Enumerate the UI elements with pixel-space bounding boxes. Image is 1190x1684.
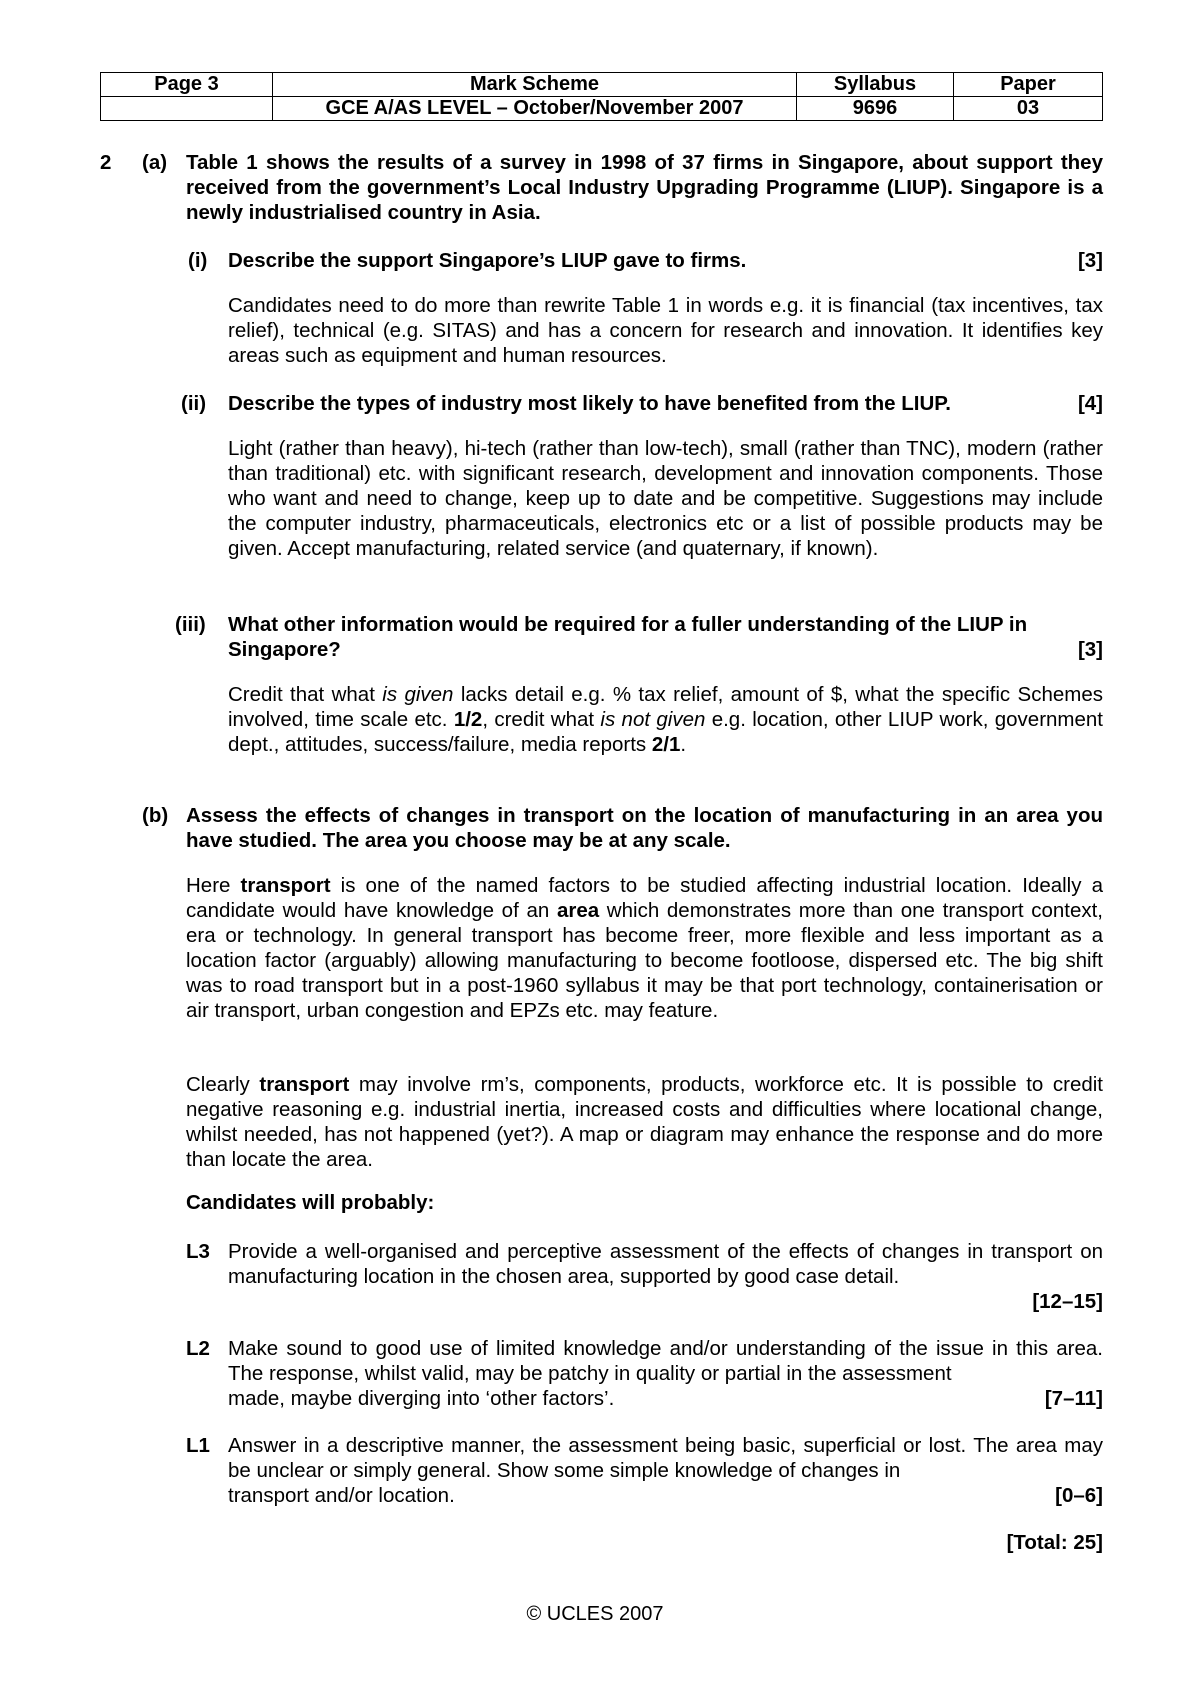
exam-title: GCE A/AS LEVEL – October/November 2007 [273, 97, 797, 121]
paragraph-bold: transport [240, 874, 331, 897]
header-table [100, 72, 1103, 121]
part-b-paragraph-1 [186, 873, 1103, 1023]
subpart-i-marks: [3] [1077, 249, 1103, 272]
mark-scheme-label: Mark Scheme [273, 73, 797, 97]
level-1-label: L1 [186, 1434, 210, 1457]
candidates-heading: Candidates will probably: [186, 1191, 435, 1214]
level-1-text-last: transport and/or location. [228, 1484, 455, 1507]
syllabus-label: Syllabus [797, 73, 954, 97]
subpart-ii-question-row [228, 391, 1103, 416]
syllabus-code: 9696 [797, 97, 954, 121]
subpart-i-question-row [228, 248, 1103, 273]
level-1-marks: [0–6] [1055, 1484, 1103, 1507]
answer-text: . [680, 733, 687, 756]
level-1-text: Answer in a descriptive manner, the assessment being basic, superficial or lost. The area may be unclear or simply general. Show some simple knowledge of changes in [228, 1434, 1103, 1482]
answer-text: e.g. location, other LIUP work, government dept., attitudes, success/failure, media reports [228, 708, 1104, 756]
subpart-i-question: Describe the support Singapore’s LIUP gave to firms. [228, 249, 747, 272]
part-a-stem: Table 1 shows the results of a survey in 1998 of 37 firms in Singapore, about support they received from the government’s Local Industry Upgrading Programme (LIUP). Singapore is a newly industrialised country in Asia. [186, 151, 1103, 224]
paragraph-bold: area [556, 899, 600, 922]
copyright-footer: © UCLES 2007 [526, 1603, 664, 1625]
question-number: 2 [100, 151, 112, 174]
page-label: Page 3 [101, 73, 273, 97]
level-3-label: L3 [186, 1240, 210, 1263]
subpart-iii-question-line1: What other information would be required for a fuller understanding of the LIUP in [228, 613, 1028, 636]
subpart-ii-answer: Light (rather than heavy), hi-tech (rather than low-tech), small (rather than TNC), modern (rather than traditional) etc. with significant research, development and innovation components. Those who want and need to change, keep up to date and be competitive. Suggestions may include the computer industry, pharmaceuticals, electronics etc or a list of possible products may be given. Accept manufacturing, related service (and quaternary, if known). [228, 437, 1103, 560]
part-b-stem: Assess the effects of changes in transport on the location of manufacturing in an area you have studied. The area you choose may be at any scale. [186, 804, 1103, 852]
answer-text: Credit that what [228, 683, 383, 706]
paper-label: Paper [954, 73, 1103, 97]
paragraph-text: is one of the named factors to be studied affecting industrial location. Ideally a candidate would have knowledge of an [186, 874, 1103, 922]
level-2-last-row [228, 1386, 1103, 1411]
level-2-block [228, 1336, 1103, 1411]
paragraph-text: may involve rm’s, components, products, workforce etc. It is possible to credit negative reasoning e.g. industrial inertia, increased costs and difficulties where locational change, whilst needed, has not happened (yet?). A map or diagram may enhance the response and do more than locate the area. [186, 1073, 1103, 1171]
subpart-i-answer: Candidates need to do more than rewrite Table 1 in words e.g. it is financial (tax incentives, tax relief), technical (e.g. SITAS) and has a concern for research and innovation. It identifies key areas such as equipment and human resources. [228, 294, 1103, 367]
part-a-label: (a) [142, 151, 168, 174]
subpart-ii-question: Describe the types of industry most likely to have benefited from the LIUP. [228, 392, 951, 415]
subpart-ii-marks: [4] [1077, 392, 1103, 415]
subpart-iii-label: (iii) [175, 613, 206, 636]
subpart-ii-label: (ii) [181, 392, 207, 415]
subpart-iii-question-line2-row [228, 637, 1103, 662]
level-3-marks: [12–15] [1032, 1290, 1103, 1313]
answer-text: , credit what [482, 708, 601, 731]
subpart-iii-marks: [3] [1077, 638, 1103, 661]
answer-mark: 1/2 [453, 708, 483, 731]
paragraph-text: Here [186, 874, 241, 897]
total-marks: [Total: 25] [1006, 1531, 1103, 1554]
part-b-label: (b) [142, 804, 169, 827]
level-2-label: L2 [186, 1337, 210, 1360]
subpart-iii-answer [228, 682, 1103, 757]
paragraph-text: which demonstrates more than one transport context, era or technology. In general transport has become freer, more flexible and less important as a location factor (arguably) allowing manufacturing to become footloose, dispersed etc. The big shift was to road transport but in a post-1960 syllabus it may be that port technology, containerisation or air transport, urban congestion and EPZs etc. may feature. [186, 899, 1104, 1022]
answer-mark: 2/1 [651, 733, 681, 756]
level-3-text: Provide a well-organised and perceptive assessment of the effects of changes in transport on manufacturing location in the chosen area, supported by good case detail. [228, 1240, 1103, 1288]
subpart-i-label: (i) [188, 249, 208, 272]
paragraph-text: Clearly [186, 1073, 260, 1096]
answer-emphasis: is given [382, 683, 454, 706]
answer-text: lacks detail e.g. % tax relief, amount of $, what the specific Schemes involved, time scale etc. [228, 683, 1103, 731]
paragraph-bold: transport [259, 1073, 350, 1096]
level-2-marks: [7–11] [1044, 1387, 1103, 1410]
part-b-paragraph-2 [186, 1072, 1103, 1172]
answer-emphasis: is not given [600, 708, 706, 731]
paper-code: 03 [954, 97, 1103, 121]
empty-cell [101, 97, 273, 121]
subpart-iii-question-line2: Singapore? [228, 638, 341, 661]
level-2-text: Make sound to good use of limited knowledge and/or understanding of the issue in this area. The response, whilst valid, may be patchy in quality or partial in the assessment [228, 1337, 1103, 1385]
subpart-iii-question [228, 612, 1103, 662]
level-1-last-row [228, 1483, 1103, 1508]
level-1-block [228, 1433, 1103, 1508]
level-2-text-last: made, maybe diverging into ‘other factors’. [228, 1387, 615, 1410]
